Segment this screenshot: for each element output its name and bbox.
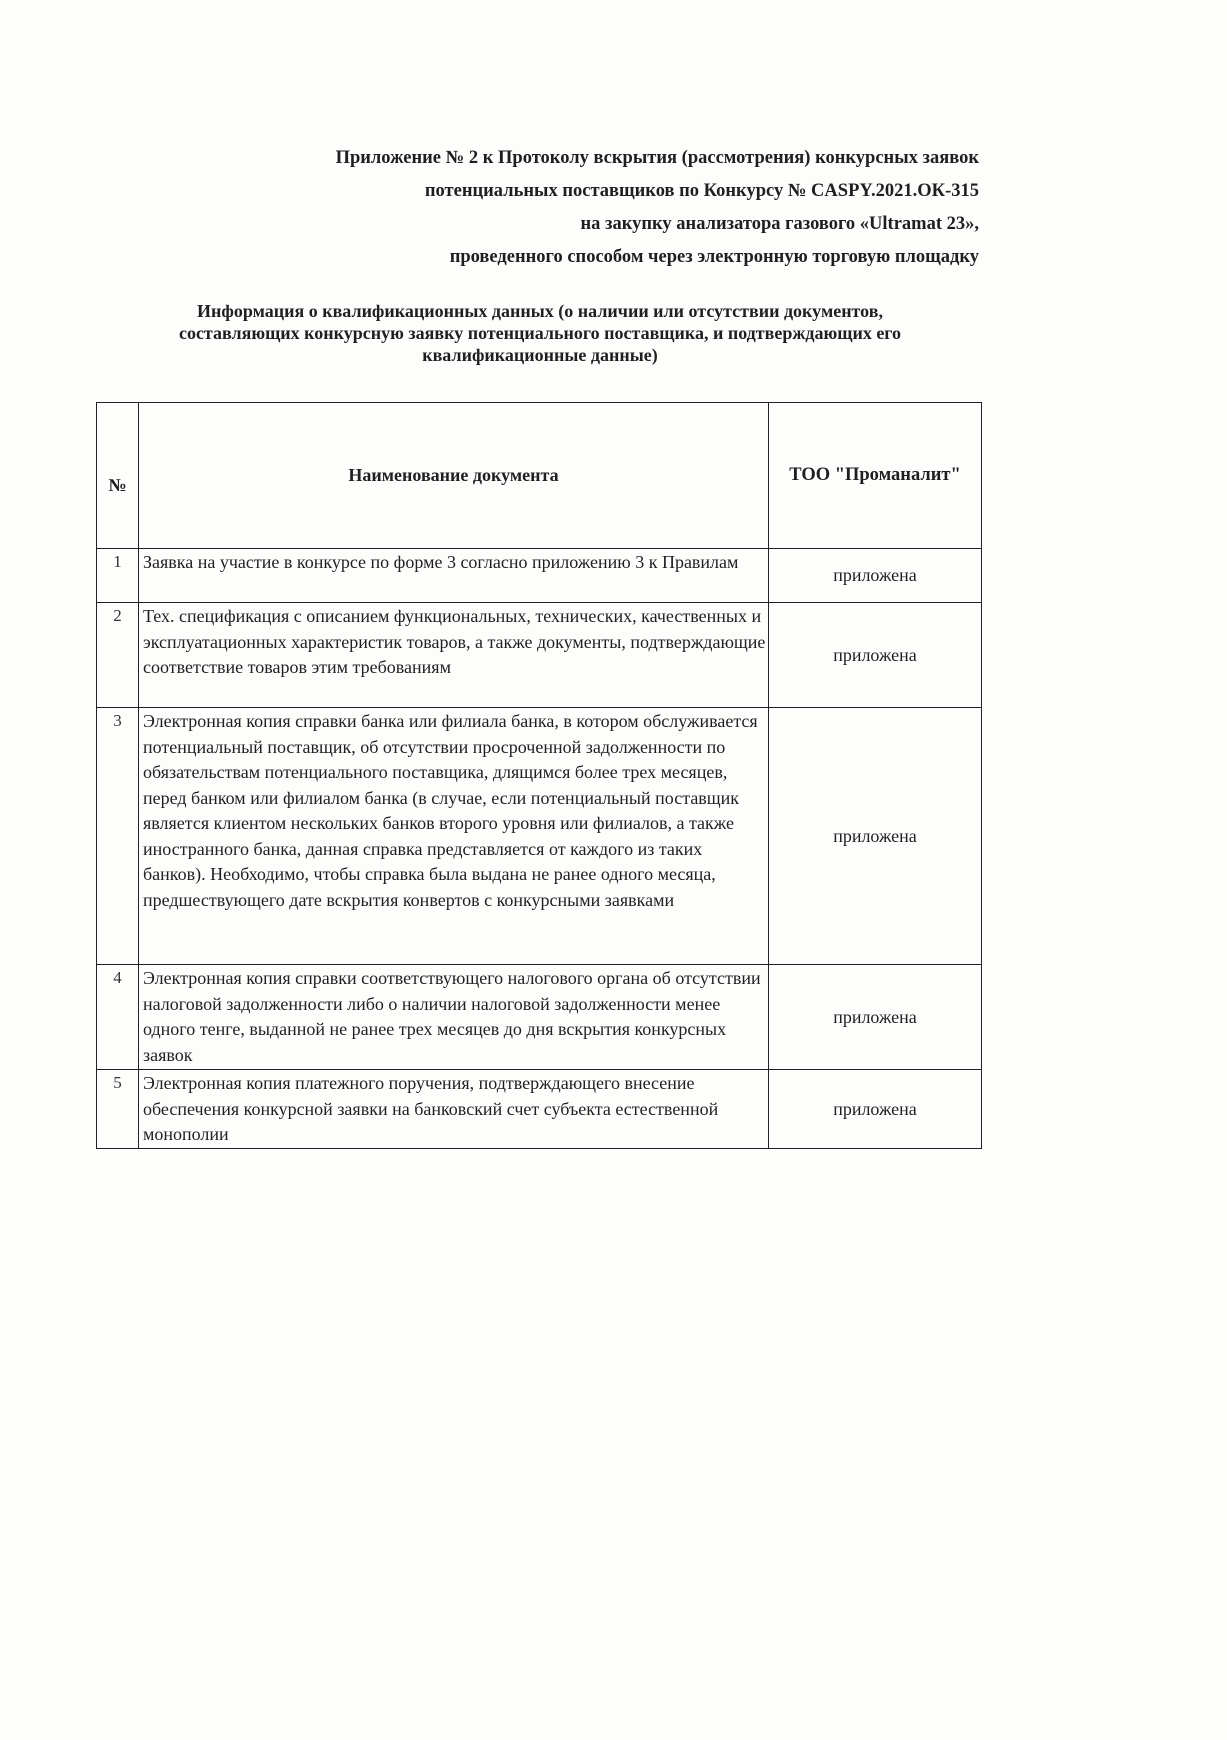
table-row	[97, 1070, 982, 1149]
header-document-name: Наименование документа	[139, 403, 769, 549]
table-row	[97, 549, 982, 603]
table-row	[97, 965, 982, 1070]
row-document-name: Электронная копия справки банка или филиала банка, в котором обслуживается потенциальный поставщик, об отсутствии просроченной задолженности по обязательствам потенциального поставщика, длящимся более трех месяцев, перед банком или филиалом банка (в случае, если потенциальный поставщик является клиентом нескольких банков второго уровня или филиалов, а также иностранного банка, данная справка представляется от каждого из таких банков). Необходимо, чтобы справка была выдана не ранее одного месяца, предшествующего дате вскрытия конвертов с конкурсными заявками	[139, 708, 769, 965]
row-num: 1	[97, 549, 139, 603]
row-status: приложена	[769, 708, 982, 965]
row-status: приложена	[769, 603, 982, 708]
info-line-1: Информация о квалификационных данных (о наличии или отсутствии документов,	[197, 301, 883, 321]
appendix-header	[219, 142, 979, 274]
row-num: 3	[97, 708, 139, 965]
header-line-4: проведенного способом через электронную торговую площадку	[449, 247, 979, 267]
row-status: приложена	[769, 965, 982, 1070]
header-num: №	[97, 403, 139, 549]
row-document-name: Электронная копия справки соответствующего налогового органа об отсутствии налоговой задолженности либо о наличии налоговой задолженности менее одного тенге, выданной не ранее трех месяцев до дня вскрытия конкурсных заявок	[139, 965, 769, 1070]
documents-table	[96, 402, 982, 1149]
row-num: 5	[97, 1070, 139, 1149]
info-line-2: составляющих конкурсную заявку потенциального поставщика, и подтверждающих его	[178, 323, 902, 343]
table-row	[97, 603, 982, 708]
header-line-2: потенциальных поставщиков по Конкурсу № CASPY.2021.ОК-315	[424, 181, 979, 201]
header-line-3: на закупку анализатора газового «Ultramat 23»,	[580, 214, 979, 234]
row-document-name: Заявка на участие в конкурсе по форме 3 согласно приложению 3 к Правилам	[139, 549, 769, 603]
table-header-row	[97, 403, 982, 549]
info-title	[100, 300, 980, 366]
header-line-1: Приложение № 2 к Протоколу вскрытия (рассмотрения) конкурсных заявок	[335, 148, 979, 168]
info-line-3: квалификационные данные)	[422, 345, 658, 365]
row-document-name: Тех. спецификация с описанием функциональных, технических, качественных и эксплуатационных характеристик товаров, а также документы, подтверждающие соответствие товаров этим требованиям	[139, 603, 769, 708]
header-company: ТОО "Проманалит"	[769, 403, 982, 549]
row-status: приложена	[769, 549, 982, 603]
table-row	[97, 708, 982, 965]
row-num: 2	[97, 603, 139, 708]
row-document-name: Электронная копия платежного поручения, подтверждающего внесение обеспечения конкурсной заявки на банковский счет субъекта естественной монополии	[139, 1070, 769, 1149]
row-status: приложена	[769, 1070, 982, 1149]
row-num: 4	[97, 965, 139, 1070]
